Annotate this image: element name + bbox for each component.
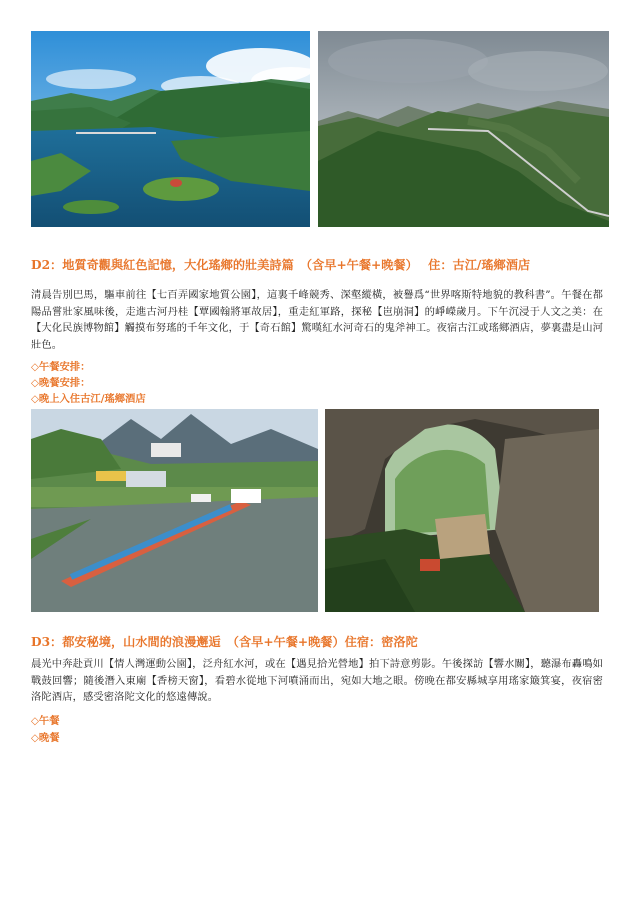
day2-hotel-item: ◇晚上入住古江/瑤鄉酒店 — [31, 393, 146, 405]
day3-dinner-item: ◇晚餐 — [31, 732, 60, 744]
day2-lunch-item: ◇午餐安排： — [31, 361, 91, 373]
day2-dinner-item: ◇晚餐安排： — [31, 377, 91, 389]
photo-river-pier — [31, 409, 318, 612]
photo-karst-ridge — [318, 31, 609, 227]
day2-description: 清晨告別巴馬，驅車前往【七百弄國家地質公園】，這裏千峰競秀、深壑縱橫，被譽爲“世界喀斯特地貌的教科書”。午餐在都陽品嘗壯家風味後，走進古河丹桂【覃國翰將軍故居】，重走紅軍路，探秘【岜崩洞】的崢嶸歲月。下午沉浸于人文之美：在【大化民族博物館】觸摸布努瑤的千年文化，于【奇石館】驚嘆紅水河奇石的鬼斧神工。夜宿古江或瑤鄉酒店，夢裏盡是山河壯色。 — [31, 289, 603, 351]
day3-heading: D3：都安秘境，山水間的浪漫邂逅 （含早+午餐+晚餐）住宿：密洛陀 — [31, 635, 418, 649]
day2-heading: D2：地質奇觀與紅色記憶，大化瑤鄉的壯美詩篇 （含早+午餐+晚餐） 住：古江/瑤鄉酒店 — [31, 258, 531, 272]
day3-lunch-item: ◇午餐 — [31, 715, 60, 727]
day3-description: 晨光中奔赴貢川【情人灣運動公園】，泛舟紅水河，或在【遇見拾光營地】拍下詩意剪影。午後探訪【響水關】，聽瀑布轟鳴如戰鼓回響；隨後潛入東廟【香榜天窗】，看碧水從地下河噴涌而出，宛如大地之眼。傍晚在都安縣城享用瑤家簸箕宴，夜宿密洛陀酒店，感受密洛陀文化的悠遠傳說。 — [31, 658, 603, 704]
photo-cave-skylight — [325, 409, 599, 612]
photo-lake-mountains — [31, 31, 310, 227]
